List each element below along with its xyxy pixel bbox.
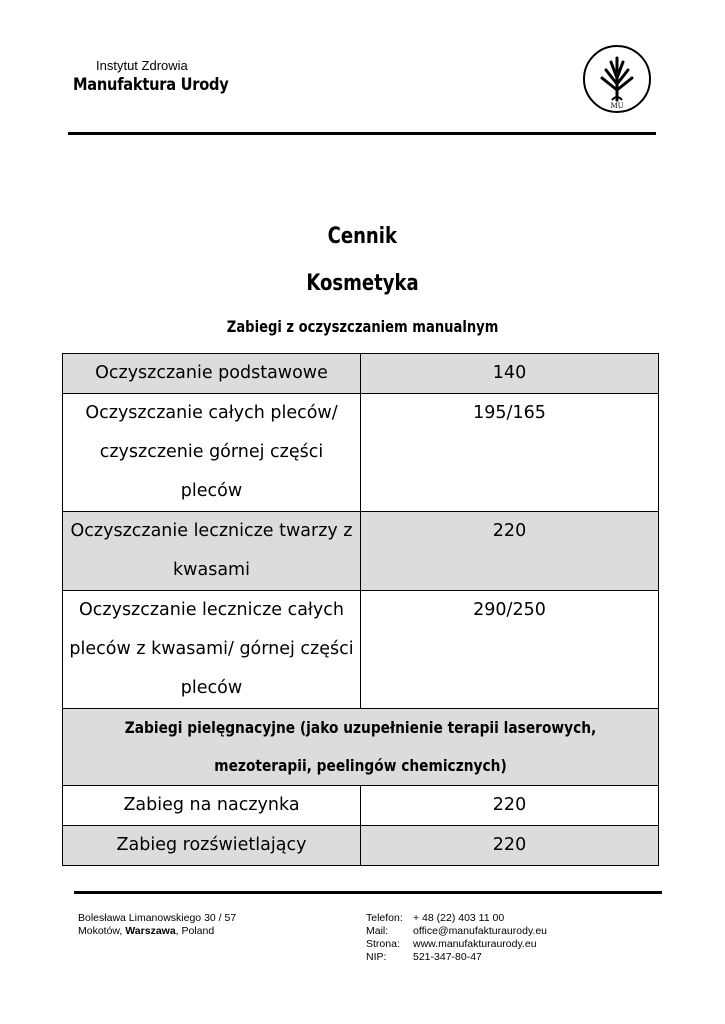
tree-logo-icon	[582, 44, 652, 114]
table-row	[63, 394, 659, 512]
table-row	[63, 591, 659, 709]
service-price: 195/165	[361, 394, 659, 512]
web-row: Strona: www.manufakturaurody.eu	[366, 938, 537, 950]
address-street: Bolesława Limanowskiego 30 / 57	[78, 912, 237, 924]
section-heading: Zabiegi pielęgnacyjne (jako uzupełnienie terapii laserowych, mezoterapii, peelingów chemicznych)	[63, 709, 659, 786]
section-header-row	[63, 709, 659, 786]
section-title: Zabiegi z oczyszczaniem manualnym	[226, 317, 499, 336]
mail-value[interactable]: office@manufakturaurody.eu	[413, 925, 548, 937]
service-name: Oczyszczanie podstawowe	[63, 354, 361, 394]
footer-contact	[366, 912, 547, 964]
table-row	[63, 826, 659, 866]
service-price: 220	[361, 512, 659, 591]
service-name: Zabieg rozświetlający	[63, 826, 361, 866]
institute-name: Instytut Zdrowia	[96, 58, 188, 73]
mail-row: Mail: office@manufakturaurody.eu	[366, 925, 548, 937]
service-name: Oczyszczanie lecznicze twarzy z kwasami	[63, 512, 361, 591]
footer-address	[78, 912, 236, 938]
phone-value: + 48 (22) 403 11 00	[413, 912, 505, 924]
service-name: Zabieg na naczynka	[63, 786, 361, 826]
table-row	[63, 786, 659, 826]
service-price: 220	[361, 786, 659, 826]
nip-row: NIP: 521-347-80-47	[366, 951, 482, 963]
footer-divider	[74, 891, 662, 894]
service-price: 290/250	[361, 591, 659, 709]
web-value[interactable]: www.manufakturaurody.eu	[413, 938, 537, 950]
header-divider	[68, 132, 656, 135]
service-price: 220	[361, 826, 659, 866]
nip-value: 521-347-80-47	[413, 951, 482, 963]
category-title: Kosmetyka	[306, 271, 419, 296]
brand-name: Manufaktura Urody	[73, 75, 229, 95]
table-row	[63, 354, 659, 394]
service-name: Oczyszczanie całych pleców/ czyszczenie górnej części pleców	[63, 394, 361, 512]
page-title: Cennik	[327, 224, 398, 249]
service-name: Oczyszczanie lecznicze całych pleców z kwasami/ górnej części pleców	[63, 591, 361, 709]
phone-row: Telefon: + 48 (22) 403 11 00	[366, 912, 505, 924]
address-city-line: Mokotów, Warszawa, Poland	[78, 925, 215, 937]
table-row	[63, 512, 659, 591]
service-price: 140	[361, 354, 659, 394]
logo-initials: MU	[610, 102, 624, 110]
price-table	[62, 353, 659, 866]
